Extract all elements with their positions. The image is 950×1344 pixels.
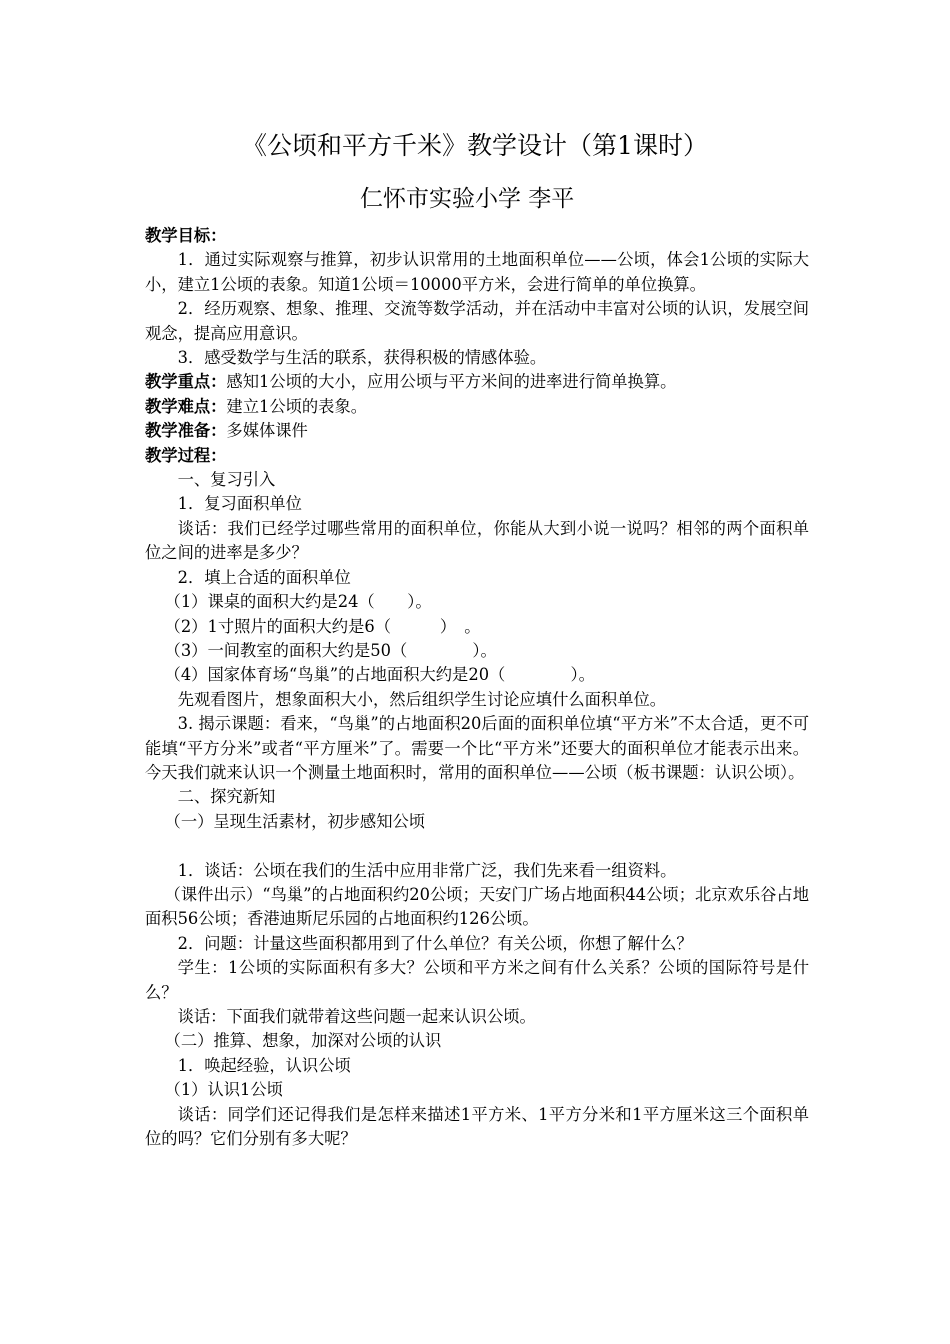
sub2-heading: （二）推算、想象，加深对公顷的认识 <box>164 1031 442 1051</box>
goal-item: 1．通过实际观察与推算，初步认识常用的土地面积单位——公顷，体会1公顷的实际大小，建立1公顷的表象。知道1公顷＝10000平方米，会进行简单的单位换算。 <box>145 250 809 294</box>
preparation-row <box>145 419 809 443</box>
recall-heading: 1．唤起经验，认识公顷 <box>177 1055 351 1075</box>
fill-item: （1）课桌的面积大约是24（ ）。 <box>164 592 432 612</box>
author-line: 仁怀市实验小学 李平 <box>360 186 575 212</box>
preparation-text: 多媒体课件 <box>226 421 308 441</box>
review-talk: 谈话：我们已经学过哪些常用的面积单位，你能从大到小说一说吗？相邻的两个面积单位之间的进率是多少？ <box>145 518 809 563</box>
review-heading: 1．复习面积单位 <box>177 494 302 514</box>
fill-item: （4）国家体育场“鸟巢”的占地面积大约是20（ ）。 <box>164 665 595 685</box>
difficulty-text: 建立1公顷的表象。 <box>226 396 368 416</box>
talk2-paragraph: 谈话：下面我们就带着这些问题一起来认识公顷。 <box>177 1006 536 1026</box>
difficulty-label: 教学难点： <box>145 396 227 416</box>
question-paragraph: 2．问题：计量这些面积都用到了什么单位？有关公顷，你想了解什么？ <box>177 933 693 953</box>
blank-line <box>145 834 809 858</box>
section1-heading: 一、复习引入 <box>177 470 276 490</box>
goal-item: 3．感受数学与生活的联系，获得积极的情感体验。 <box>177 348 547 368</box>
goal-item: 2．经历观察、想象、推理、交流等数学活动，并在活动中丰富对公顷的认识，发展空间观念，提高应用意识。 <box>145 299 809 343</box>
talk1-paragraph: 1．谈话：公顷在我们的生活中应用非常广泛，我们先来看一组资料。 <box>177 860 677 880</box>
sub1-heading: （一）呈现生活素材，初步感知公顷 <box>164 811 426 831</box>
fill-item: （2）1寸照片的面积大约是6（ ） 。 <box>164 616 481 636</box>
fill-item: （3）一间教室的面积大约是50（ ）。 <box>164 640 497 660</box>
student-paragraph: 学生：1公顷的实际面积有多大？公顷和平方米之间有什么关系？公顷的国际符号是什么？ <box>145 958 809 1002</box>
document-title: 《公顷和平方千米》教学设计（第1课时） <box>242 131 708 160</box>
observe-paragraph: 先观看图片，想象面积大小，然后组织学生讨论应填什么面积单位。 <box>177 689 667 709</box>
key-point-row <box>145 370 809 394</box>
courseware-paragraph: （课件出示）“鸟巢”的占地面积约20公顷；天安门广场占地面积44公顷；北京欢乐谷占地面积56公顷；香港迪斯尼乐园的占地面积约126公顷。 <box>145 884 809 929</box>
key-point-label: 教学重点： <box>145 372 227 392</box>
preparation-label: 教学准备： <box>145 421 227 441</box>
talk3-paragraph: 谈话：同学们还记得我们是怎样来描述1平方米、1平方分米和1平方厘米这三个面积单位的吗？它们分别有多大呢？ <box>145 1104 809 1149</box>
document-body <box>145 224 809 1151</box>
key-point-text: 感知1公顷的大小，应用公顷与平方米间的进率进行简单换算。 <box>226 372 677 392</box>
difficulty-row <box>145 395 809 419</box>
section2-heading: 二、探究新知 <box>177 787 276 807</box>
goals-label: 教学目标： <box>145 226 227 245</box>
know1-heading: （1）认识1公顷 <box>164 1080 283 1100</box>
fill-heading: 2．填上合适的面积单位 <box>177 567 351 587</box>
process-label: 教学过程： <box>145 445 227 465</box>
reveal-paragraph: 3. 揭示课题：看来，“鸟巢”的占地面积20后面的面积单位填“平方米”不太合适，更不可能填“平方分米”或者“平方厘米”了。需要一个比“平方米”还要大的面积单位才能表示出来。今天我们就来认识一个测量土地面积时，常用的面积单位——公顷（板书课题：认识公顷）。 <box>145 714 809 782</box>
